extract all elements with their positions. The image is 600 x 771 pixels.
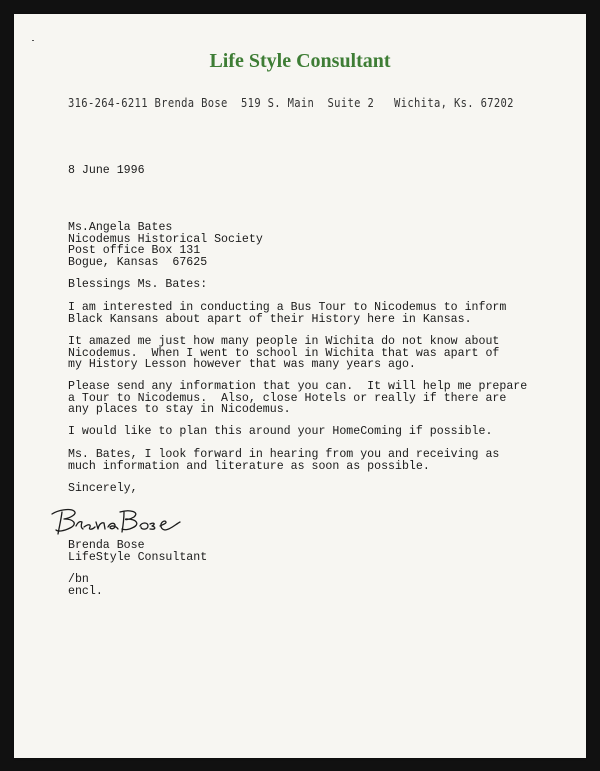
closing: Sincerely, [68, 482, 138, 495]
recipient-address [68, 222, 263, 269]
body-line: Ms. Bates, I look forward in hearing from you and receiving as [68, 448, 500, 461]
handwritten-signature [44, 500, 194, 542]
body-line: a Tour to Nicodemus. Also, close Hotels or really if there are [68, 391, 507, 405]
enclosure-note: encl. [68, 585, 103, 598]
letter-page [14, 14, 586, 758]
recipient-organization: Nicodemus Historical Society [68, 232, 263, 246]
typist-initials: /bn [68, 573, 89, 586]
salutation: Blessings Ms. Bates: [68, 278, 208, 291]
body-paragraph-4 [68, 426, 492, 438]
body-line: I am interested in conducting a Bus Tour to Nicodemus to inform [68, 301, 507, 314]
body-line: Please send any information that you can. It will help me prepare [68, 380, 528, 393]
sender-name: Brenda Bose [68, 539, 145, 552]
letterhead-title: Life Style Consultant [209, 50, 391, 72]
recipient-street: Post office Box 131 [68, 244, 201, 258]
body-line: my History Lesson however that was many years ago. [68, 358, 416, 372]
body-line: any places to stay in Nicodemus. [68, 403, 291, 417]
sender-title: LifeStyle Consultant [68, 551, 208, 564]
body-paragraph-1 [68, 302, 506, 325]
body-line: Nicodemus. When I went to school in Wichita that was apart of [68, 346, 500, 360]
body-line: Black Kansans about apart of their History here in Kansas. [68, 312, 472, 326]
recipient-name: Ms.Angela Bates [68, 221, 173, 234]
letter-date: 8 June 1996 [68, 164, 145, 177]
body-paragraph-3 [68, 381, 527, 416]
body-line: much information and literature as soon as possible. [68, 459, 430, 473]
letterhead-contact: 316-264-6211 Brenda Bose 519 S. Main Suite 2 Wichita, Ks. 67202 [68, 96, 514, 110]
recipient-city: Bogue, Kansas 67625 [68, 256, 208, 270]
pen-mark [32, 40, 34, 41]
body-paragraph-5 [68, 449, 499, 472]
body-paragraph-2 [68, 336, 499, 371]
body-line: I would like to plan this around your HomeComing if possible. [68, 425, 493, 438]
body-line: It amazed me just how many people in Wichita do not know about [68, 335, 500, 348]
